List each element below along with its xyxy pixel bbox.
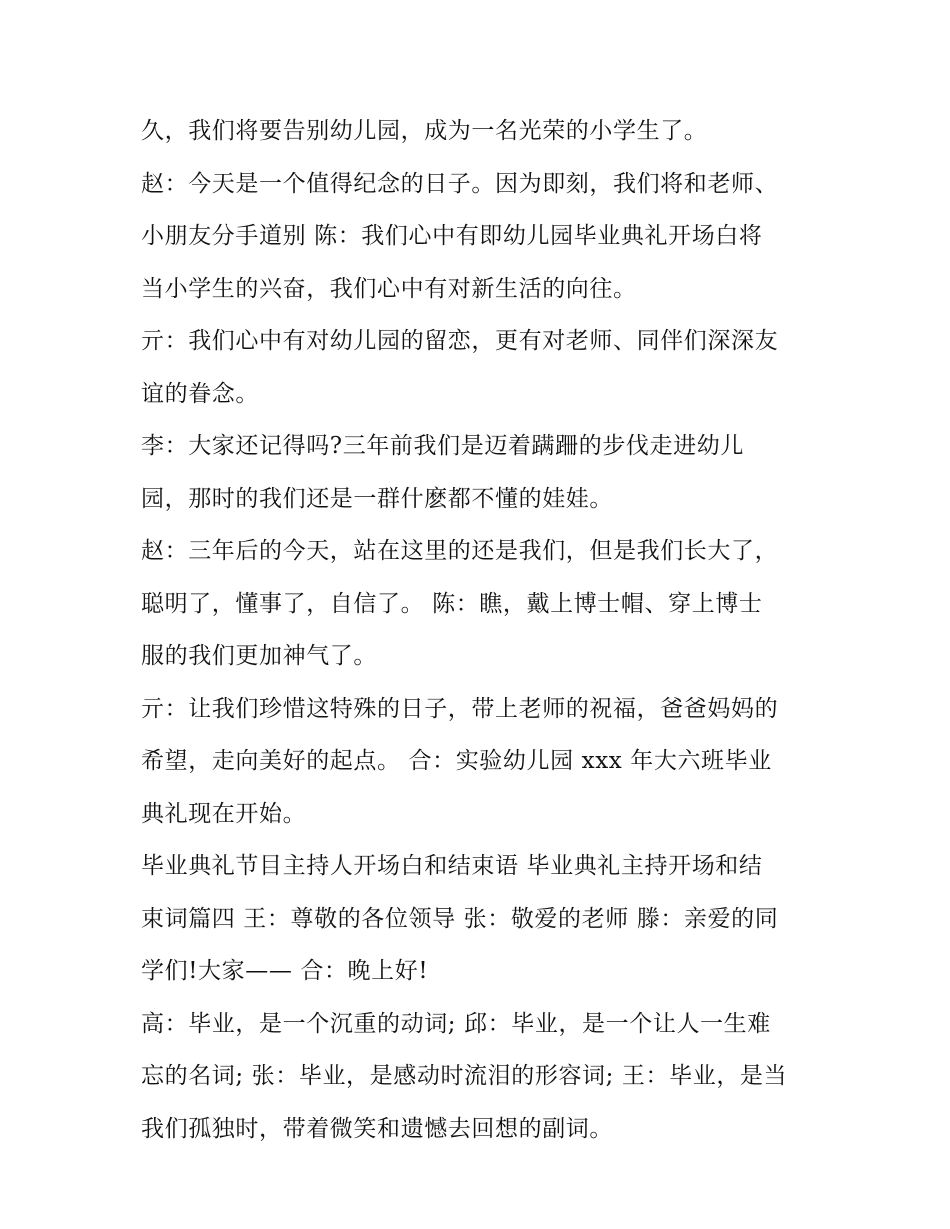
text-line: 赵：三年后的今天，站在这里的还是我们，但是我们长大了，: [141, 538, 779, 564]
document-body: [141, 105, 821, 1155]
text-line: 高：毕业，是一个沉重的动词; 邱：毕业，是一个让人一生难: [141, 1010, 771, 1037]
text-line: 久，我们将要告别幼儿园，成为一名光荣的小学生了。: [141, 118, 708, 144]
text-line: 亓：让我们珍惜这特殊的日子，带上老师的祝福，爸爸妈妈的: [141, 695, 779, 722]
text-line: 毕业典礼节目主持人开场白和结束语 毕业典礼主持开场和结: [141, 853, 763, 879]
text-line: 谊的眷念。: [141, 380, 259, 407]
text-line: 李：大家还记得吗?三年前我们是迈着蹒跚的步伐走进幼儿: [141, 433, 744, 459]
text-line: 赵：今天是一个值得纪念的日子。因为即刻，我们将和老师、: [141, 170, 779, 197]
text-line: 希望，走向美好的起点。 合：实验幼儿园 xxx 年大六班毕业: [141, 748, 772, 774]
text-line: 束词篇四 王：尊敬的各位领导 张：敬爱的老师 滕：亲爱的同: [141, 905, 779, 932]
text-line: 服的我们更加神气了。: [141, 643, 377, 669]
text-line: 我们孤独时，带着微笑和遗憾去回想的副词。: [141, 1115, 613, 1142]
text-line: 学们!大家—— 合：晚上好!: [141, 958, 429, 984]
text-line: 忘的名词; 张：毕业，是感动时流泪的形容词; 王：毕业，是当: [141, 1063, 788, 1089]
text-line: 园，那时的我们还是一群什麽都不懂的娃娃。: [141, 485, 613, 512]
text-line: 典礼现在开始。: [141, 800, 307, 827]
text-line: 当小学生的兴奋，我们心中有对新生活的向往。: [141, 275, 637, 302]
text-line: 小朋友分手道别 陈：我们心中有即幼儿园毕业典礼开场白将: [141, 223, 763, 249]
text-line: 聪明了，懂事了，自信了。 陈：瞧，戴上博士帽、穿上博士: [141, 590, 763, 617]
text-line: 亓：我们心中有对幼儿园的留恋，更有对老师、同伴们深深友: [141, 328, 779, 354]
